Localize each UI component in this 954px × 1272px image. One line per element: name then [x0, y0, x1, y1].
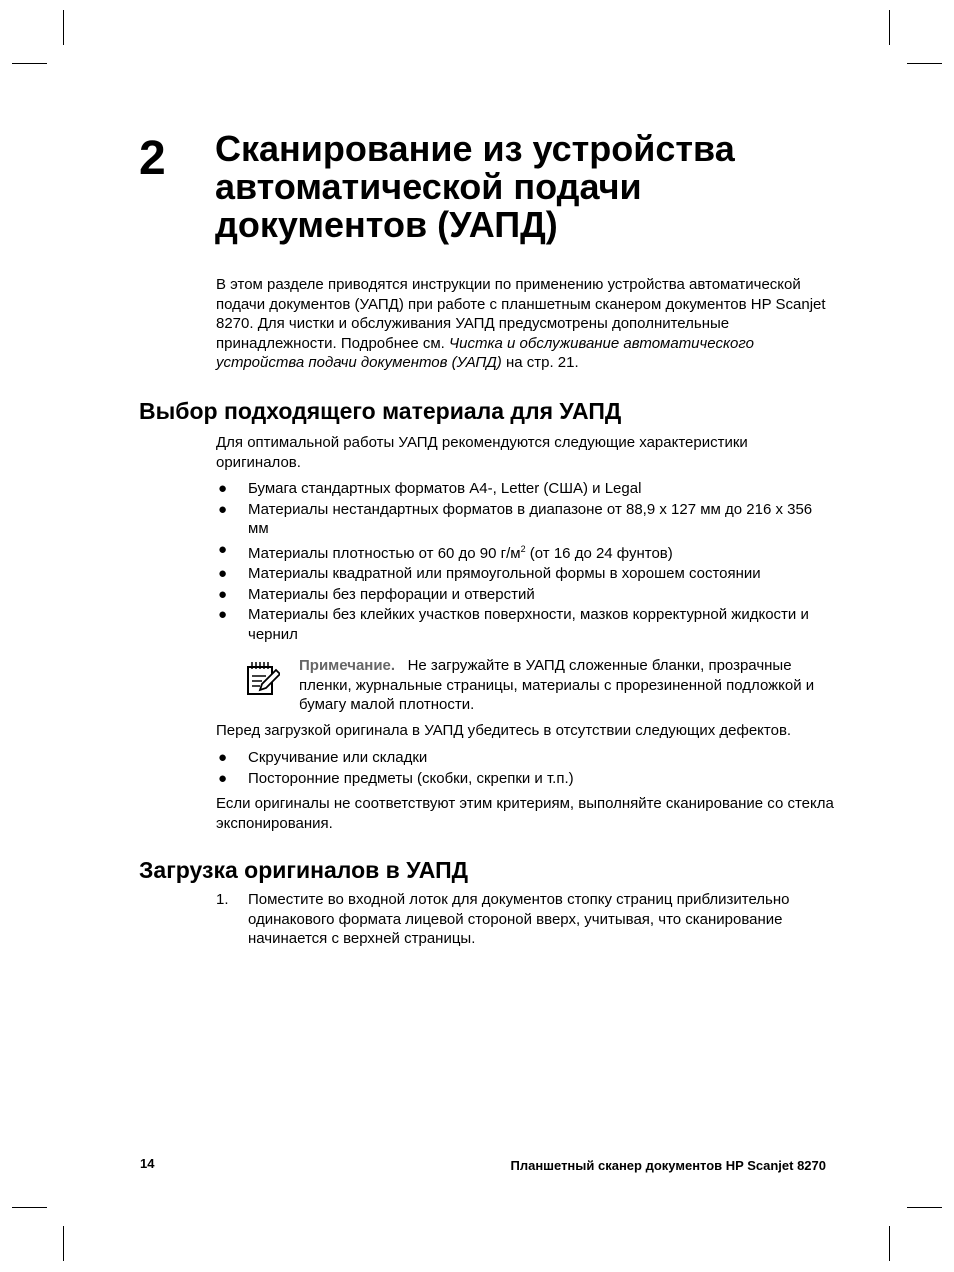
- chapter-title-line: автоматической подачи: [215, 166, 642, 207]
- note-text: Не загружайте в УАПД сложенные бланки, прозрачные пленки, журнальные страницы, материалы с прорезиненной подложкой и бумагу малой плотности.: [299, 657, 815, 713]
- crop-mark: [63, 1226, 64, 1261]
- bullet-icon: ●: [218, 480, 228, 497]
- list-item: ● Материалы нестандартных форматов в диапазоне от 88,9 x 127 мм до 216 x 356 мм: [218, 500, 813, 537]
- section-outro: Если оригиналы не соответствуют этим критериям, выполняйте сканирование со стекла экспонирования.: [216, 795, 834, 832]
- bullet-icon: ●: [218, 606, 228, 623]
- note-label: Примечание.: [299, 657, 396, 674]
- cross-reference-link[interactable]: Чистка и обслуживание автоматического устройства подачи документов (УАПД): [216, 334, 754, 371]
- chapter-title-line: Сканирование из устройства: [215, 128, 735, 169]
- step-item: [216, 890, 836, 949]
- chapter-title-line: документов (УАПД): [215, 204, 558, 245]
- bullet-icon: ●: [218, 500, 228, 518]
- note-pencil-icon: [246, 660, 280, 696]
- bullet-icon: ●: [218, 769, 228, 787]
- media-requirements-list: [216, 479, 836, 645]
- crop-mark: [63, 10, 64, 45]
- crop-mark: [907, 63, 942, 64]
- defects-intro: Перед загрузкой оригинала в УАПД убедитесь в отсутствии следующих дефектов.: [216, 722, 792, 739]
- step-text: Поместите во входной лоток для документов стопку страниц приблизительно одинакового формата лицевой стороной вверх, учитывая, что сканирование начинается с верхней страницы.: [248, 891, 790, 947]
- list-item: ● Скручивание или складки: [218, 749, 428, 766]
- loading-steps-list: [216, 890, 836, 950]
- list-item: ● Материалы квадратной или прямоугольной формы в хорошем состоянии: [218, 565, 761, 582]
- list-item: ● Материалы без перфорации и отверстий: [218, 585, 535, 603]
- intro-suffix: на стр. 21.: [501, 354, 579, 371]
- bullet-icon: ●: [218, 585, 228, 603]
- note-text-block: [299, 656, 839, 715]
- intro-paragraph: [216, 275, 836, 373]
- footer-title: Планшетный сканер документов HP Scanjet 8270: [510, 1158, 826, 1173]
- bullet-icon: ●: [218, 540, 228, 558]
- chapter-number: 2: [139, 132, 166, 185]
- footer-page-number: 14: [140, 1156, 155, 1171]
- intro-text: В этом разделе приводятся инструкции по применению устройства автоматической подачи документов (УАПД) при работе с планшетным сканером документов HP Scanjet 8270. Для чистки и обслуживания УАПД предусмотрены дополнительные принадлежности. Подробнее см.: [216, 276, 826, 352]
- section-heading-loading: Загрузка оригиналов в УАПД: [139, 857, 468, 883]
- step-number: 1.: [216, 891, 229, 908]
- chapter-title: [215, 130, 855, 244]
- section-heading-media: Выбор подходящего материала для УАПД: [139, 398, 622, 424]
- list-item: ● Бумага стандартных форматов A4-, Letter (США) и Legal: [218, 480, 642, 497]
- crop-mark: [889, 1226, 890, 1261]
- crop-mark: [12, 1207, 47, 1208]
- list-item: ● Материалы плотностью от 60 до 90 $г/м^2$ (от 16 до 24 фунтов): [218, 540, 673, 562]
- defects-list: [216, 748, 836, 789]
- crop-mark: [889, 10, 890, 45]
- section-intro: Для оптимальной работы УАПД рекомендуются следующие характеристики оригиналов.: [216, 434, 748, 471]
- list-item: ● Материалы без клейких участков поверхности, мазков корректурной жидкости и чернил: [218, 606, 809, 643]
- list-item: ● Посторонние предметы (скобки, скрепки и т.п.): [218, 769, 574, 787]
- bullet-icon: ●: [218, 749, 228, 766]
- crop-mark: [12, 63, 47, 64]
- crop-mark: [907, 1207, 942, 1208]
- superscript: 2: [520, 543, 526, 554]
- bullet-icon: ●: [218, 565, 228, 582]
